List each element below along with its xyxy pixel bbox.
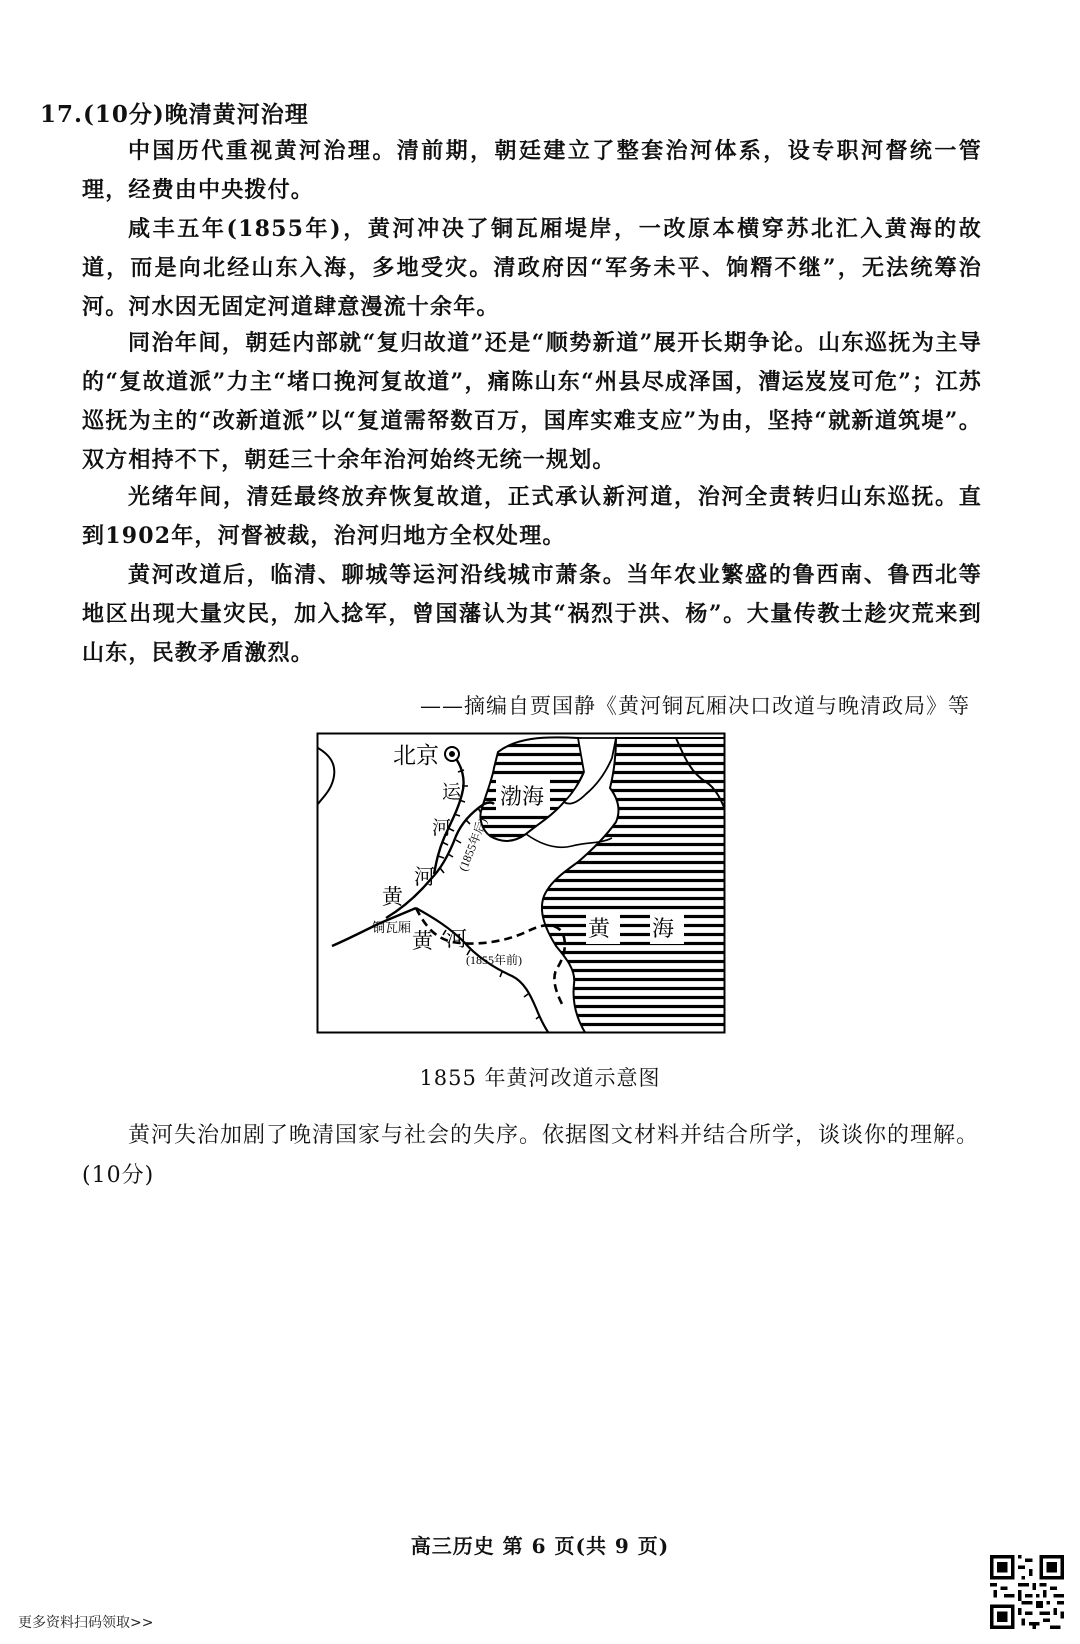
label-yun: 运 bbox=[442, 782, 462, 803]
paragraph-4: 光绪年间，清廷最终放弃恢复故道，正式承认新河道，治河全责转归山东巡抚。直到1902年，河督被裁，治河归地方全权处理。 bbox=[82, 484, 982, 549]
source-citation: ——摘编自贾国静《黄河铜瓦厢决口改道与晚清政局》等 bbox=[420, 694, 970, 718]
label-he-canal: 河 bbox=[432, 818, 452, 839]
question-title: 17.(10分)晚清黄河治理 bbox=[40, 101, 309, 128]
label-he-lower: 河 bbox=[446, 927, 467, 951]
paragraph-1: 中国历代重视黄河治理。清前期，朝廷建立了整套治河体系，设专职河督统一管理，经费由中央拨付。 bbox=[82, 138, 982, 203]
label-hai-sea: 海 bbox=[652, 916, 675, 941]
paragraph-3: 同治年间，朝廷内部就“复归故道”还是“顺势新道”展开长期争论。山东巡抚为主导的“复故道派”力主“堵口挽河复故道”，痛陈山东“州县尽成泽国，漕运岌岌可危”；江苏巡抚为主的“改新道派”以“复道需帑数百万，国库实难支应”为由，坚持“就新道筑堤”。双方相持不下，朝廷三十余年治河始终无统一规划。 bbox=[82, 330, 982, 473]
label-huang-sea: 黄 bbox=[588, 916, 611, 941]
river-lower bbox=[416, 908, 548, 1032]
label-bohai: 渤海 bbox=[500, 784, 545, 809]
label-huang-upper: 黄 bbox=[382, 885, 403, 909]
yellow-river-map bbox=[316, 732, 726, 1034]
question-prompt: 黄河失治加剧了晚清国家与社会的失序。依据图文材料并结合所学，谈谈你的理解。(10分) bbox=[82, 1123, 980, 1188]
label-tongwaxiang: 铜瓦厢 bbox=[372, 920, 412, 935]
paragraph-2: 咸丰五年(1855年)，黄河冲决了铜瓦厢堤岸，一改原本横穿苏北汇入黄海的故道，而是向北经山东入海，多地受灾。清政府因“军务未平、饷糈不继”，无法统筹治河。河水因无固定河道肆意漫流十余年。 bbox=[82, 216, 982, 320]
label-beijing: 北京 bbox=[393, 742, 439, 768]
label-after-1855: (1855年后) bbox=[455, 815, 490, 874]
label-before-1855: (1855年前) bbox=[466, 953, 522, 967]
more-resources-link[interactable]: 更多资料扫码领取>> bbox=[18, 1615, 154, 1631]
map-caption: 1855 年黄河改道示意图 bbox=[419, 1066, 661, 1090]
page-footer: 高三历史 第 6 页(共 9 页) bbox=[410, 1534, 670, 1558]
label-he-upper: 河 bbox=[414, 865, 435, 889]
paragraph-5: 黄河改道后，临清、聊城等运河沿线城市萧条。当年农业繁盛的鲁西南、鲁西北等地区出现大量灾民，加入捻军，曾国藩认为其“祸烈于洪、杨”。大量传教士趁灾荒来到山东，民教矛盾激烈。 bbox=[82, 562, 982, 666]
label-huang-lower: 黄 bbox=[412, 929, 433, 953]
qr-code-icon[interactable] bbox=[990, 1555, 1064, 1629]
left-river bbox=[318, 748, 334, 804]
